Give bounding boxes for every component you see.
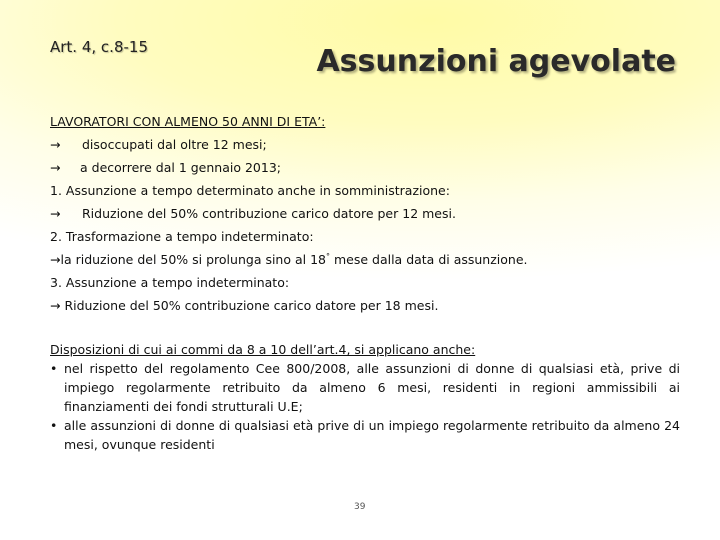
arrow-line — [50, 156, 680, 179]
line-text: a decorrere dal 1 gennaio 2013; — [80, 160, 281, 175]
arrow-line — [50, 202, 680, 225]
line-text: Riduzione del 50% contribuzione carico datore per 12 mesi. — [82, 206, 456, 221]
section-heading: LAVORATORI CON ALMENO 50 ANNI DI ETA’: — [50, 114, 326, 129]
section-heading: Disposizioni di cui ai commi da 8 a 10 dell’art.4, si applicano anche: — [50, 342, 476, 357]
numbered-item: 3. Assunzione a tempo indeterminato: — [50, 275, 290, 290]
line-text: mese dalla data di assunzione. — [330, 252, 528, 267]
slide-title: Assunzioni agevolate — [316, 44, 676, 79]
page-number: 39 — [354, 502, 366, 512]
section-workers-50 — [50, 110, 680, 317]
degree-symbol: ° — [326, 251, 330, 261]
list-item — [50, 416, 680, 454]
list-item — [50, 359, 680, 416]
arrow-icon: → — [50, 160, 61, 175]
line-text: la riduzione del 50% si prolunga sino al 18 — [60, 252, 326, 267]
arrow-line — [50, 294, 680, 317]
bullet-icon: • — [50, 418, 58, 433]
numbered-item: 2. Trasformazione a tempo indeterminato: — [50, 229, 314, 244]
line-text: Riduzione del 50% contribuzione carico datore per 18 mesi. — [64, 298, 439, 313]
numbered-item: 1. Assunzione a tempo determinato anche in somministrazione: — [50, 183, 450, 198]
list-item-text: alle assunzioni di donne di qualsiasi età prive di un impiego regolarmente retribuito da almeno 24 mesi, ovunque residenti — [64, 418, 680, 452]
arrow-icon: → — [50, 298, 61, 313]
section-provisions — [50, 340, 680, 454]
arrow-line — [50, 248, 680, 271]
arrow-icon: → — [50, 252, 61, 267]
arrow-line — [50, 133, 680, 156]
article-reference: Art. 4, c.8-15 — [50, 38, 148, 56]
arrow-icon: → — [50, 206, 61, 221]
bullet-icon: • — [50, 361, 58, 376]
list-item-text: nel rispetto del regolamento Cee 800/2008, alle assunzioni di donne di qualsiasi età, prive di impiego regolarmente retribuito da almeno 6 mesi, residenti in regioni ammissibili ai finanziamenti dei fondi strutturali U.E; — [64, 361, 680, 414]
line-text: disoccupati dal oltre 12 mesi; — [82, 137, 267, 152]
arrow-icon: → — [50, 137, 61, 152]
